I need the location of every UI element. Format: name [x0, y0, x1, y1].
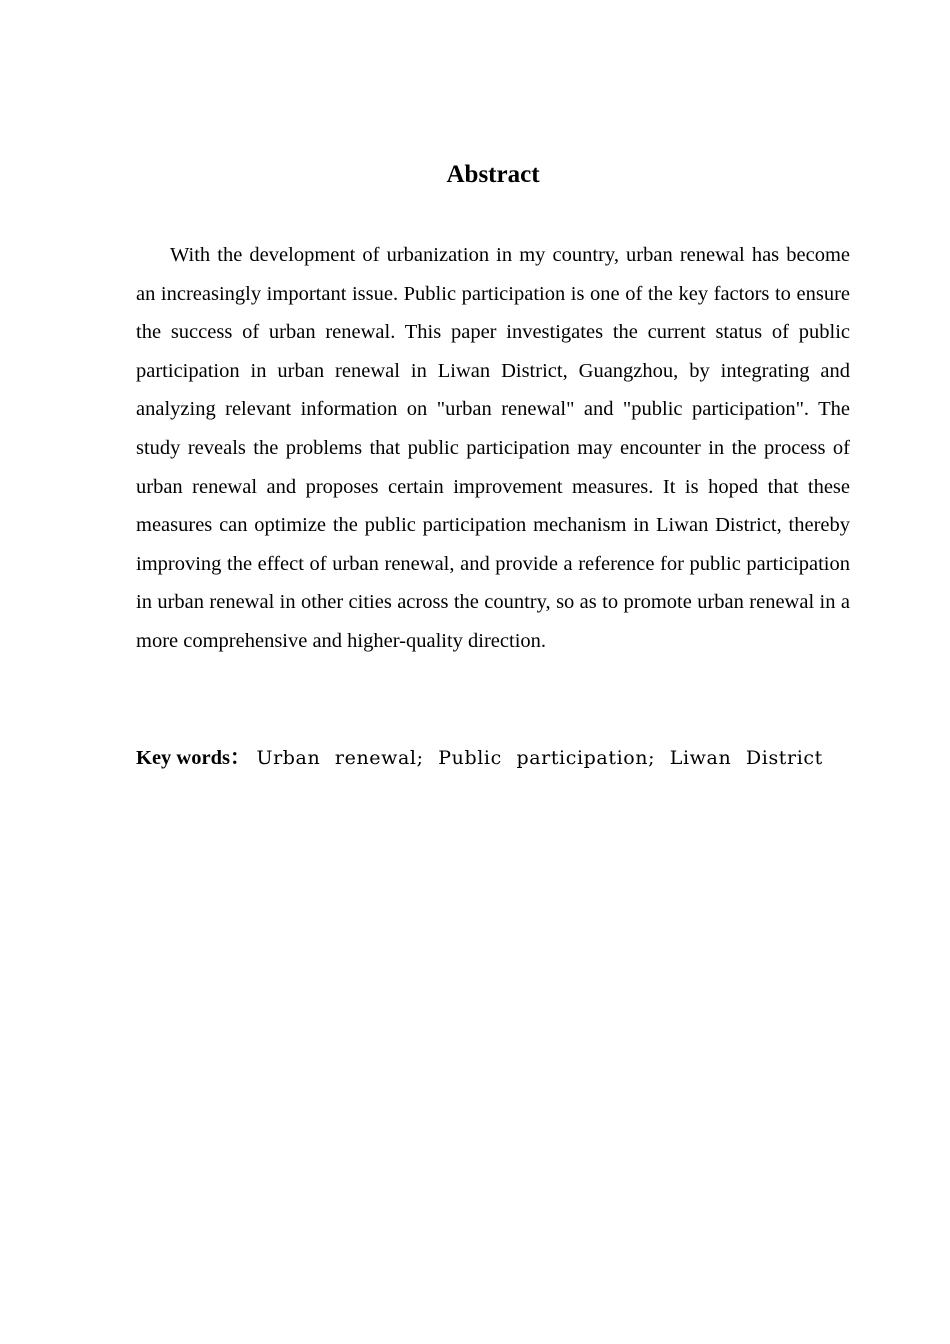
keywords-separator: ：	[229, 747, 251, 769]
abstract-title: Abstract	[446, 161, 540, 188]
keywords-line	[136, 739, 850, 777]
keywords-values: Urban renewal; Public participation; Liwan District	[256, 747, 823, 769]
abstract-paragraph: With the development of urbanization in my country, urban renewal has become an increasingly important issue. Public participation is one of the key factors to ensure the success of urban renewal. This paper investigates the current status of public participation in urban renewal in Liwan District, Guangzhou, by integrating and analyzing relevant information on "urban renewal" and "public participation". The study reveals the problems that public participation may encounter in the process of urban renewal and proposes certain improvement measures. It is hoped that these measures can optimize the public participation mechanism in Liwan District, thereby improving the effect of urban renewal, and provide a reference for public participation in urban renewal in other cities across the country, so as to promote urban renewal in a more comprehensive and higher-quality direction.	[136, 244, 850, 652]
keywords-label: Key words	[136, 747, 230, 769]
